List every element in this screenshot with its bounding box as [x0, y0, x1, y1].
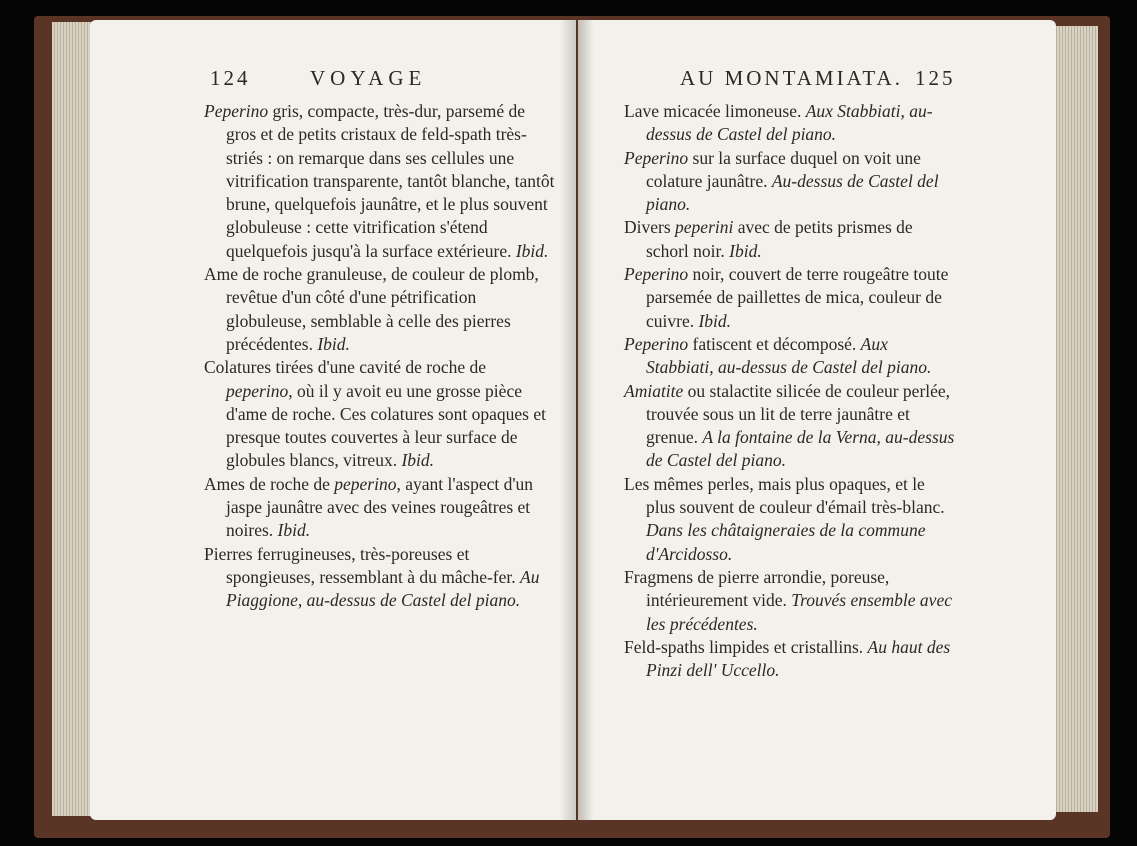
- italic-text: Peperino: [624, 147, 689, 168]
- entry-text: ou stalactite silicée de couleur perlée, trouvée sous un lit de terre jaunâtre et grenue.: [646, 380, 951, 448]
- right-running-head: AU MONTAMIATA.: [680, 66, 903, 90]
- catalog-entry: [624, 216, 958, 263]
- italic-text: Au Piaggione, au-dessus de Castel del piano.: [226, 566, 540, 611]
- italic-text: Ibid.: [698, 310, 732, 331]
- italic-text: Ibid.: [515, 240, 549, 261]
- catalog-entry: [204, 356, 556, 472]
- italic-text: Trouvés ensemble avec les précédentes.: [646, 590, 952, 634]
- entry-text: Feld-spaths limpides et cristallins.: [624, 636, 868, 657]
- entry-text: gris, compacte, très-dur, parsemé de gros et de petits cristaux de feld-spath très-striés : on remarque dans ses cellules une vitrification transparente, tantôt blanche, tantôt brune, quelquefois jaunâtre, et le plus souvent globuleuse : cette vitrification s'étend quelquefois jusqu'à la surface extérieure.: [226, 101, 555, 261]
- catalog-entry: [624, 380, 958, 473]
- italic-text: Ibid.: [729, 240, 762, 261]
- italic-text: Ibid.: [317, 333, 350, 354]
- italic-text: peperino: [226, 380, 289, 401]
- catalog-entry: [624, 473, 958, 566]
- italic-text: Ibid.: [401, 450, 435, 471]
- italic-text: Au-dessus de Castel del piano.: [646, 170, 939, 215]
- italic-text: Peperino: [624, 264, 689, 285]
- italic-text: Dans les châtaigneraies de la commune d'Arcidosso.: [646, 520, 926, 564]
- italic-text: Aux Stabbiati, au-dessus de Castel del piano.: [646, 333, 932, 378]
- italic-text: Amiatite: [624, 380, 684, 401]
- entry-text: Pierres ferrugineuses, très-poreuses et spongieuses, ressemblant à du mâche-fer.: [204, 543, 521, 587]
- entry-text: Fragmens de pierre arrondie, poreuse, intérieurement vide.: [624, 566, 890, 611]
- left-page-number: 124: [210, 66, 251, 90]
- entry-text: Colatures tirées d'une cavité de roche de: [204, 357, 487, 378]
- italic-text: Peperino: [624, 333, 689, 354]
- catalog-entry: [624, 333, 958, 380]
- entry-text: fatiscent et décomposé.: [688, 333, 861, 354]
- catalog-entry: [624, 636, 958, 683]
- catalog-entry: [204, 543, 556, 613]
- italic-text: A la fontaine de la Verna, au-dessus de Castel del piano.: [646, 427, 955, 471]
- entry-text: Ame de roche granuleuse, de couleur de plomb, revêtue d'un côté d'une pétrification globuleuse, semblable à celle des pierres précédentes.: [204, 264, 539, 354]
- page-edges-right: [1050, 26, 1098, 812]
- catalog-entry: [624, 263, 958, 333]
- catalog-entry: [204, 263, 556, 356]
- catalog-entry: [204, 100, 556, 263]
- entry-text: avec de petits prismes de schorl noir.: [646, 217, 913, 261]
- catalog-entry: [624, 566, 958, 636]
- book-gutter: [560, 20, 594, 820]
- catalog-entry: [624, 147, 958, 217]
- right-page-number: 125: [915, 66, 956, 90]
- entry-text: Lave micacée limoneuse.: [624, 101, 806, 121]
- italic-text: Au haut des Pinzi dell' Uccello.: [646, 636, 951, 681]
- left-running-head: VOYAGE: [310, 66, 427, 90]
- left-page-text: [204, 100, 556, 613]
- catalog-entry: [204, 473, 556, 543]
- italic-text: Ibid.: [277, 520, 311, 541]
- italic-text: peperino: [334, 473, 397, 494]
- entry-text: Ames de roche de: [204, 473, 335, 494]
- catalog-entry: [624, 100, 958, 147]
- entry-text: sur la surface duquel on voit une colature jaunâtre.: [646, 147, 921, 191]
- italic-text: Aux Stabbiati, au-dessus de Castel del piano.: [646, 101, 933, 145]
- entry-text: Les mêmes perles, mais plus opaques, et le plus souvent de couleur d'émail très-blanc.: [624, 473, 945, 518]
- entry-text: noir, couvert de terre rougeâtre toute parsemée de paillettes de mica, couleur de cuivre.: [646, 264, 949, 331]
- italic-text: peperini: [675, 217, 734, 238]
- entry-text: , ayant l'aspect d'un jaspe jaunâtre avec des veines rougeâtres et noires.: [226, 473, 533, 541]
- italic-text: Peperino: [204, 101, 269, 121]
- entry-text: , où il y avoit eu une grosse pièce d'ame de roche. Ces colatures sont opaques et presque toutes couvertes à leur surface de globules blancs, vitreux.: [226, 380, 546, 471]
- entry-text: Divers: [624, 217, 676, 238]
- right-page-text: [624, 100, 958, 682]
